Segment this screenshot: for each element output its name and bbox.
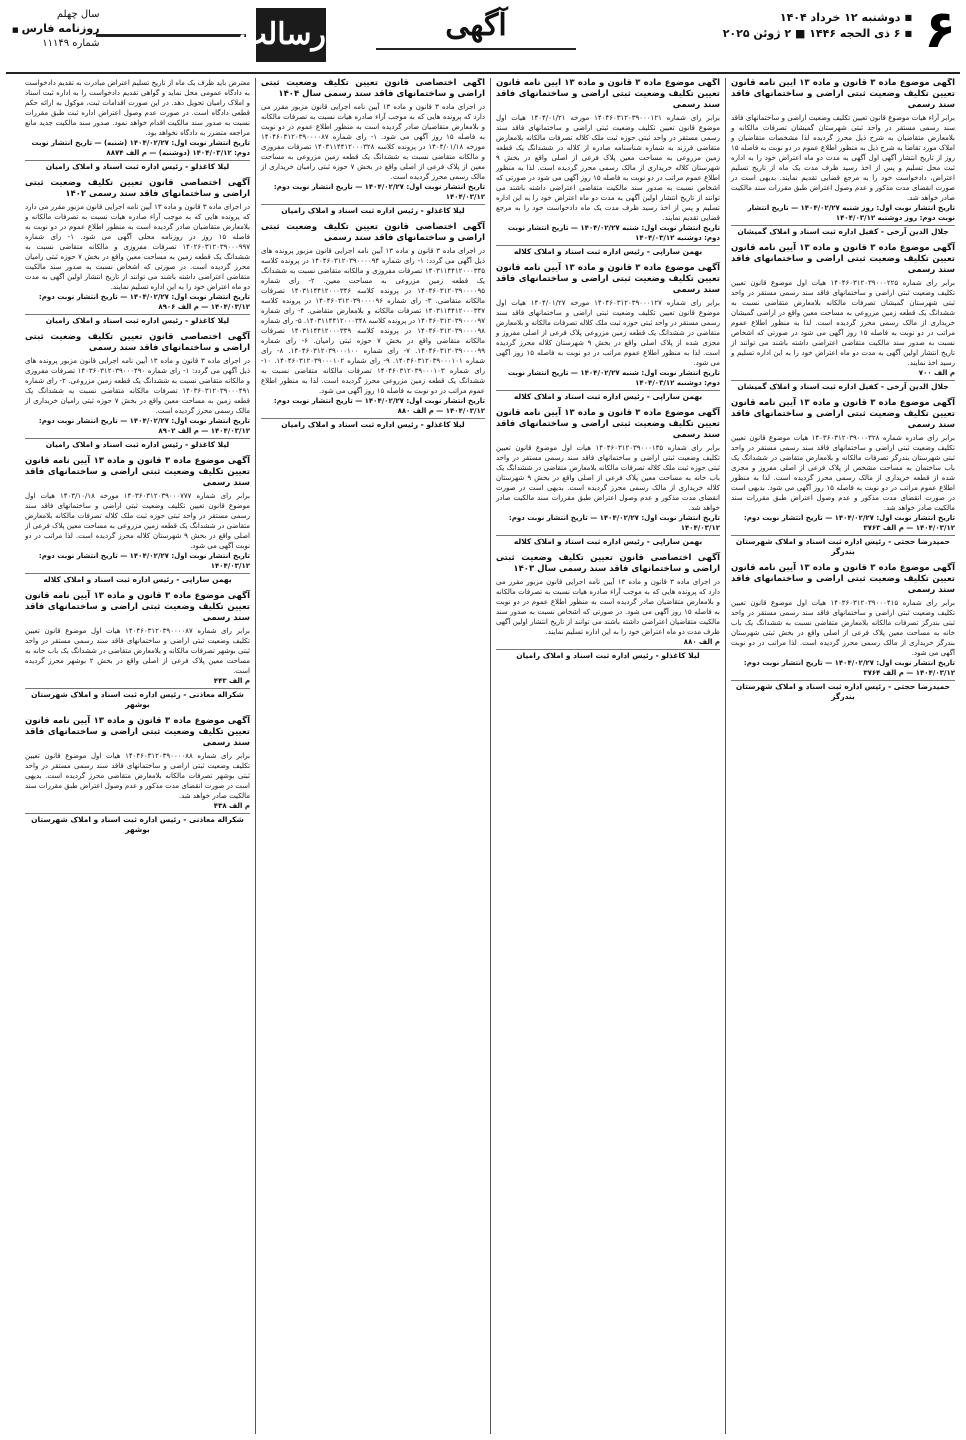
- legal-notice: [496, 408, 720, 547]
- notice-signature: بهمن ساراپی - رئیس اداره ثبت اسناد و املاک کلاله: [496, 390, 720, 402]
- legal-notice: [731, 78, 955, 237]
- notice-signature: لیلا کاغذلو - رئیس اداره ثبت اسناد و املاک رامیان: [25, 160, 250, 172]
- notice-title: آگهی موضوع ماده ۳ قانون و ماده ۱۳ آیین نامه قانون تعیین تکلیف وضعیت ثبتی اراضی و ساختمانهای فاقد سند رسمی: [731, 563, 955, 595]
- notice-title: آگهی اختصاصی قانون تعیین تکلیف وضعیت ثبتی اراضی و ساختمانهای فاقد سند رسمی ۱۴۰۲: [25, 178, 250, 199]
- notice-body: در اجرای ماده ۳ قانون و ماده ۱۳ آیین نامه اجرایی قانون مزبور پرونده های ذیل آگهی می گردد: ۱- رای شماره ۱۴۰۳۶۰۳۱۲۰۳۹۰۰۰۴۹۰ تصرفات مفروزی و مالکانه متقاضی نسبت به ششدانگ یک قطعه زمین مزروعی. ۲- رای شماره ۱۴۰۳۶۰۳۱۲۰۳۹۰۰۰۴۹۱ تصرفات مالکانه متقاضی نسبت به ششدانگ یک قطعه زمین به مساحت معین واقع در بخش ۷ حوزه ثبتی رامیان خریداری از مالک رسمی محرز گردیده است.: [25, 357, 251, 415]
- notice-signature: بهمن ساراپی - رئیس اداره ثبت اسناد و املاک کلاله: [25, 573, 250, 585]
- notice-title: آگهی موضوع ماده ۳ قانون و ماده ۱۳ آیین نامه قانون تعیین تکلیف وضعیت ثبتی اراضی و ساختمانهای فاقد سند رسمی: [731, 78, 955, 110]
- legal-notice: [496, 263, 720, 402]
- notice-title: آگهی موضوع ماده ۳ قانون و ماده ۱۳ آیین نامه قانون تعیین تکلیف وضعیت ثبتی اراضی و ساختمانهای فاقد سند رسمی: [496, 408, 720, 440]
- notice-meta: م الف ۸۸۰: [683, 638, 720, 646]
- page-header: [6, 0, 960, 74]
- notice-title: آگهی موضوع ماده ۳ قانون و ماده ۱۳ آیین نامه قانون تعیین تکلیف وضعیت ثبتی اراضی و ساختمانهای فاقد سند رسمی: [731, 398, 955, 430]
- legal-notice: [25, 716, 250, 835]
- notice-title: آگهی موضوع ماده ۳ قانون و ماده ۱۳ آیین نامه قانون تعیین تکلیف وضعیت ثبتی اراضی و ساختمانهای فاقد سند رسمی: [496, 78, 720, 110]
- notice-body: برابر آراء هیات موضوع قانون تعیین تکلیف وضعیت اراضی و ساختمانهای فاقد سند رسمی مستقر در واحد ثبتی شهرستان گمیشان تصرفات مالکانه و بلامعارض متقاضیان به شرح ذیل محرز گردیده لذا مشخصات متقاضیان و املاک مورد تقاضا به شرح ذیل به منظور اطلاع عموم در دو نوبت به فاصله ۱۵ روز از تاریخ انتشار آگهی اول آگهی به مدت دو ماه اعتراض خود را به اداره ثبت محل تسلیم و پس از اخذ رسید ظرف مدت یک ماه از تاریخ تسلیم اعتراض، دادخواست خود را به مرجع قضایی تقدیم نمایند. بدیهی است در صورت انقضای مدت مذکور و عدم وصول اعتراض طبق مقررات سند مالکیت صادر خواهد شد.: [731, 114, 955, 202]
- issue-label: شماره ۱۱۱۴۹: [42, 38, 100, 49]
- notice-meta: م الف ۷۰۰: [918, 369, 955, 377]
- notice-body: معترض باید ظرف یک ماه از تاریخ تسلیم اعتراض مبادرت به تقدیم دادخواست به دادگاه عمومی محل نماید و گواهی تقدیم دادخواست را به اداره ثبت اسناد و املاک رامیان تحویل دهد. در این صورت اقدامات ثبت، موکول به ارائه حکم قطعی دادگاه است. در صورت عدم وصول اعتراض اداره ثبت طبق مقررات نسبت به صدور سند مالکیت اقدام خواهد نمود. صدور سند مالکیت جدید مانع مراجعه متضرر به دادگاه نخواهد بود.: [25, 79, 250, 137]
- notice-body: برابر رای شماره ۱۴۰۴۶۰۳۱۲۰۳۹۰۰۰۰۸۷ هیات اول موضوع قانون تعیین تکلیف وضعیت ثبتی اراضی و ساختمانهای فاقد سند رسمی مستقر در واحد ثبتی بوشهر تصرفات مالکانه و بلامعارض متقاضی در ششدانگ یک باب خانه به مساحت معین پلاک فرعی از اصلی واقع در بخش ۲ بوشهر محرز گردیده است.: [25, 627, 251, 675]
- notice-meta: تاریخ انتشار نوبت اول: ۱۴۰۴/۰۲/۲۷ — تاریخ انتشار نوبت دوم: ۱۴۰۴/۰۳/۱۲: [38, 552, 250, 570]
- legal-notice: [25, 78, 250, 172]
- notice-title: آگهی موضوع ماده ۳ قانون و ماده ۱۳ آیین نامه قانون تعیین تکلیف وضعیت ثبتی اراضی و ساختمانهای فاقد سند رسمی: [25, 591, 250, 623]
- legal-notice: [25, 332, 250, 450]
- notice-meta: تاریخ انتشار نوبت اول: روز شنبه ۱۴۰۴/۰۲/۲۷ — تاریخ انتشار نوبت دوم: روز دوشنبه ۱۴۰۴/۰۳/۱۲: [747, 204, 955, 222]
- legal-notice: [261, 222, 485, 430]
- ad-columns: [6, 78, 960, 1434]
- notice-meta: تاریخ انتشار نوبت اول: ۱۴۰۴/۰۲/۲۷ — تاریخ انتشار نوبت دوم: ۱۴۰۴/۰۳/۱۲ — م الف ۸۹۰۶: [38, 293, 250, 311]
- notice-body: برابر رای شماره ۱۴۰۴۶۰۳۱۲۰۳۹۰۰۰۱۲۱ مورخه ۱۴۰۴/۰۱/۲۱ هیات اول موضوع قانون تعیین تکلیف وضعیت ثبتی اراضی و ساختمانهای فاقد سند رسمی مستقر در واحد ثبتی حوزه ثبت ملک کلاله تصرفات مالکانه بلامعارض متقاضی فرزند به شماره شناسنامه صادره از کلاله در ششدانگ یک قطعه زمین مزروعی به مساحت معین پلاک فرعی از اصلی واقع در بخش ۹ شهرستان کلاله خریداری از مالک رسمی محرز گردیده است. لذا به منظور اطلاع عموم مراتب در دو نوبت به فاصله ۱۵ روز آگهی می شود در صورتی که اشخاص نسبت به صدور سند مالکیت متقاضی اعتراضی داشته باشند می توانند از تاریخ انتشار اولین آگهی به مدت دو ماه اعتراض خود را به این اداره تسلیم و پس از اخذ رسید ظرف مدت یک ماه دادخواست خود را به مرجع قضایی تقدیم نمایند.: [496, 114, 720, 222]
- section-title: آگهی: [346, 6, 606, 50]
- notice-signature: شکراله معاذنی - رئیس اداره ثبت اسناد و املاک شهرستان بوشهر: [25, 688, 250, 710]
- notice-signature: لیلا کاغذلو - رئیس اداره ثبت اسناد و املاک رامیان: [496, 649, 720, 661]
- notice-title: آگهی اختصاصی قانون تعیین تکلیف وضعیت ثبتی اراضی و ساختمانهای فاقد سند رسمی: [261, 222, 485, 243]
- notice-title: آگهی موضوع ماده ۳ قانون و ماده ۱۳ آیین نامه قانون تعیین تکلیف وضعیت ثبتی اراضی و ساختمانهای فاقد سند رسمی: [25, 716, 250, 748]
- legal-notice: [731, 243, 955, 392]
- notice-signature: لیلا کاغذلو - رئیس اداره ثبت اسناد و املاک رامیان: [261, 204, 485, 216]
- notice-signature: حمیدرضا حجتی - رئیس اداره ثبت اسناد و املاک شهرستان بندرگز: [731, 535, 955, 557]
- notice-signature: لیلا کاغذلو - رئیس اداره ثبت اسناد و املاک رامیان: [25, 314, 250, 326]
- masthead-rule: [96, 34, 246, 37]
- date-line-1: ■ دوشنبه ۱۲ خرداد ۱۴۰۴: [723, 10, 912, 26]
- legal-notice: [25, 456, 250, 585]
- notice-meta: تاریخ انتشار نوبت اول: شنبه ۱۴۰۴/۰۲/۲۷ — تاریخ انتشار نوبت دوم: دوشنبه ۱۴۰۴/۰۳/۱۲: [507, 369, 720, 387]
- notice-meta: م الف ۴۴۳: [213, 677, 250, 685]
- notice-body: در اجرای ماده ۳ قانون و ماده ۱۳ آیین نامه اجرایی قانون مزبور مقرر می دارد که پرونده هایی که به موجب آراء صادره هیات نسبت به تصرفات مالکانه و بلامعارض متقاضیان صادر گردیده است به منظور اطلاع عموم در دو نوبت به فاصله ۱۵ روز در روزنامه محلی آگهی می شود. ۱- رای شماره ۱۴۰۲۶۰۳۱۲۰۳۹۰۰۰۹۹۷ تصرفات مفروزی و مالکانه متقاضی نسبت به ششدانگ یک قطعه زمین به مساحت معین واقع در بخش ۷ حوزه ثبتی رامیان محرز گردیده است. در صورتی که اشخاص نسبت به صدور سند مالکیت متقاضی اعتراضی داشته باشند می توانند از تاریخ انتشار اولین آگهی به مدت دو ماه اعتراض خود را به این اداره تسلیم نمایند.: [25, 203, 251, 291]
- notice-body: برابر رای شماره ۱۴۰۴۶۰۳۱۲۰۳۹۰۰۰۱۲۷ مورخه ۱۴۰۴/۰۱/۲۷ هیات اول موضوع قانون تعیین تکلیف وضعیت ثبتی اراضی و ساختمانهای فاقد سند رسمی مستقر در واحد ثبتی حوزه ثبت ملک کلاله تصرفات مالکانه و بلامعارض متقاضی در ششدانگ یک قطعه زمین مزروعی پلاک فرعی از اصلی مفروز و مجزی شده از پلاک اصلی واقع در بخش ۹ شهرستان کلاله محرز گردیده است. لذا به منظور اطلاع عموم مراتب در دو نوبت به فاصله ۱۵ روز آگهی می شود.: [496, 299, 720, 367]
- date-block: [723, 10, 912, 42]
- notice-meta: تاریخ انتشار نوبت اول: شنبه ۱۴۰۴/۰۲/۲۷ — تاریخ انتشار نوبت دوم: دوشنبه ۱۴۰۴/۰۳/۱۲: [507, 224, 720, 242]
- notice-meta: تاریخ انتشار نوبت اول: ۱۴۰۴/۰۲/۲۷ (شنبه) — تاریخ انتشار نوبت دوم: ۱۴۰۴/۰۳/۱۲ (دوشنبه) — م الف ۸۸۷۴: [31, 139, 250, 157]
- notice-title: آگهی اختصاصی قانون تعیین تکلیف وضعیت ثبتی اراضی و ساختمانهای فاقد سند رسمی: [25, 332, 250, 353]
- notice-title: آگهی اختصاصی قانون تعیین تکلیف وضعیت ثبتی اراضی و ساختمانهای فاقد سند رسمی سال ۱۴۰۳: [496, 553, 720, 574]
- notice-signature: شکراله معاذنی - رئیس اداره ثبت اسناد و املاک شهرستان بوشهر: [25, 813, 250, 835]
- legal-notice: [25, 591, 250, 710]
- notice-body: در اجرای ماده ۳ قانون و ماده ۱۳ آیین نامه اجرایی قانون مزبور مقرر می دارد که پرونده هایی که به موجب آراء صادره هیات نسبت به تصرفات مالکانه و بلامعارض متقاضیان صادر گردیده است به منظور اطلاع عموم در دو نوبت به فاصله ۱۵ روز آگهی می شود. در صورتی که اشخاص نسبت به صدور سند مالکیت متقاضیان اعتراضی داشته باشند می توانند از تاریخ انتشار اولین آگهی ظرف مدت دو ماه اعتراض خود را به این اداره تسلیم نمایند.: [496, 578, 720, 636]
- notice-body: در اجرای ماده ۳ قانون و ماده ۱۳ آیین نامه اجرایی قانون مزبور پرونده های ذیل آگهی می گردد: ۱- رای شماره ۱۴۰۴۶۰۳۱۲۰۳۹۰۰۰۰۹۴ در پرونده کلاسه ۱۴۰۳۱۱۴۴۱۲۰۰۰۳۴۵ تصرفات مفروزی و مالکانه متقاضی نسبت به ششدانگ یک قطعه زمین مزروعی به مساحت معین. ۲- رای شماره ۱۴۰۴۶۰۳۱۲۰۳۹۰۰۰۰۹۵ در پرونده کلاسه ۱۴۰۳۱۱۴۴۱۲۰۰۰۳۴۶ تصرفات مالکانه متقاضی. ۳- رای شماره ۱۴۰۴۶۰۳۱۲۰۳۹۰۰۰۰۹۶ در پرونده کلاسه ۱۴۰۳۱۱۴۴۱۲۰۰۰۳۴۷ تصرفات مالکانه و بلامعارض متقاضی. ۴- رای شماره ۱۴۰۴۶۰۳۱۲۰۳۹۰۰۰۰۹۷ در پرونده کلاسه ۱۴۰۳۱۱۴۴۱۲۰۰۰۳۴۸. ۵- رای شماره ۱۴۰۴۶۰۳۱۲۰۳۹۰۰۰۰۹۸ در پرونده کلاسه ۱۴۰۳۱۱۴۴۱۲۰۰۰۳۴۹ تصرفات مالکانه متقاضی واقع در بخش ۷ حوزه ثبتی رامیان. ۶- رای شماره ۱۴۰۴۶۰۳۱۲۰۳۹۰۰۰۰۹۹. ۷- رای شماره ۱۴۰۴۶۰۳۱۲۰۳۹۰۰۰۱۰۰. ۸- رای شماره ۱۴۰۴۶۰۳۱۲۰۳۹۰۰۰۱۰۱. ۹- رای شماره ۱۴۰۴۶۰۳۱۲۰۳۹۰۰۰۱۰۲. ۱۰- رای شماره ۱۴۰۴۶۰۳۱۲۰۳۹۰۰۰۱۰۳ تصرفات مالکانه متقاضی نسبت به ششدانگ یک قطعه زمین مزروعی محرز گردیده است. لذا به منظور اطلاع عموم مراتب در دو نوبت به فاصله ۱۵ روز آگهی می شود.: [261, 247, 486, 395]
- notice-title: آگهی موضوع ماده ۳ قانون و ماده ۱۳ آیین نامه قانون تعیین تکلیف وضعیت ثبتی اراضی و ساختمانهای فاقد سند رسمی: [731, 243, 955, 275]
- notice-signature: حمیدرضا حجتی - رئیس اداره ثبت اسناد و املاک شهرستان بندرگز: [731, 680, 955, 702]
- year-label: سال چهلم: [56, 9, 100, 20]
- notice-meta: تاریخ انتشار نوبت اول: ۱۴۰۴/۰۲/۲۷ — تاریخ انتشار نوبت دوم: ۱۴۰۴/۰۳/۱۲ — م الف ۳۷۶۳: [743, 514, 955, 532]
- page-number: ۶: [924, 0, 956, 60]
- notice-body: برابر رای صادره شماره ۱۴۰۳۶۰۳۱۲۰۳۹۰۰۰۳۲۸ هیات موضوع قانون تعیین تکلیف وضعیت ثبتی اراضی و ساختمانهای فاقد سند رسمی مستقر در واحد ثبتی شهرستان بندرگز تصرفات مالکانه و بلامعارض متقاضی در ششدانگ یک باب ساختمان به مساحت مشخص از پلاک فرعی از اصلی مفروز و مجزی شده از قطعه خریداری از مالک رسمی محرز گردیده است. لذا به منظور اطلاع عموم مراتب در دو نوبت به فاصله ۱۵ روز آگهی می شود. بدیهی است در صورت انقضای مدت مذکور و عدم وصول اعتراض طبق مقررات سند مالکیت صادر خواهد شد.: [731, 434, 956, 512]
- legal-notice: [496, 78, 720, 257]
- notice-meta: م الف ۴۳۸: [213, 802, 250, 810]
- legal-notice: [731, 398, 955, 557]
- notice-title: آگهی موضوع ماده ۳ قانون و ماده ۱۳ آیین نامه قانون تعیین تکلیف وضعیت ثبتی اراضی و ساختمانهای فاقد سند رسمی: [496, 263, 720, 295]
- notice-body: در اجرای ماده ۳ قانون و ماده ۱۳ آیین نامه اجرایی قانون مزبور مقرر می دارد که پرونده هایی که به موجب آراء صادره هیات نسبت به تصرفات مالکانه و بلامعارض متقاضیان صادر گردیده است به منظور اطلاع عموم در دو نوبت به فاصله ۱۵ روز آگهی می شود. ۱- رای شماره ۱۴۰۴۶۰۳۱۲۰۳۹۰۰۰۰۸۷ مورخه ۱۴۰۴/۰۱/۱۸ در پرونده کلاسه ۱۴۰۳۱۱۴۴۱۲۰۰۰۳۲۸ تصرفات مفروزی و مالکانه متقاضی نسبت به ششدانگ یک قطعه زمین مزروعی به مساحت معین از پلاک فرعی از اصلی واقع در بخش ۷ حوزه ثبتی رامیان خریداری از مالک رسمی محرز گردیده است.: [261, 103, 485, 181]
- notice-signature: بهمن ساراپی - رئیس اداره ثبت اسناد و املاک کلاله: [496, 245, 720, 257]
- ad-column: [490, 78, 725, 1434]
- notice-body: برابر رای شماره ۱۴۰۴۶۰۳۱۲۰۳۹۰۰۰۰۸۸ هیات اول موضوع قانون تعیین تکلیف وضعیت ثبتی اراضی و ساختمانهای فاقد سند رسمی مستقر در واحد ثبتی بوشهر تصرفات مالکانه بلامعارض متقاضی محرز گردیده است. بدیهی است در صورت انقضای مدت مذکور و عدم وصول اعتراض طبق مقررات سند مالکیت صادر خواهد شد.: [25, 752, 251, 800]
- notice-body: برابر رای شماره ۱۴۰۴۶۰۳۱۲۰۳۹۰۰۰۲۲۵ هیات اول موضوع قانون تعیین تکلیف وضعیت ثبتی اراضی و ساختمانهای فاقد سند رسمی مستقر در واحد ثبتی شهرستان گمیشان تصرفات مالکانه بلامعارض متقاضی نسبت به ششدانگ یک قطعه زمین مزروعی به مساحت معین واقع در اراضی گمیشان خریداری از مالک رسمی محرز گردیده است. لذا به منظور اطلاع عموم مراتب در دو نوبت به فاصله ۱۵ روز آگهی می شود در صورتی که اشخاص نسبت به صدور سند مالکیت متقاضی اعتراضی داشته باشند می توانند از تاریخ انتشار اولین آگهی به مدت دو ماه اعتراض خود را به این اداره تسلیم و رسید اخذ نمایند.: [731, 279, 956, 367]
- paper-info: [12, 8, 100, 51]
- notice-signature: لیلا کاغذلو - رئیس اداره ثبت اسناد و املاک رامیان: [261, 418, 485, 430]
- masthead-logo: رسالت: [256, 8, 326, 62]
- notice-signature: لیلا کاغذلو - رئیس اداره ثبت اسناد و املاک رامیان: [25, 438, 250, 450]
- notice-body: برابر رای شماره ۱۴۰۳۶۰۳۱۲۰۳۹۰۰۰۷۷۷ مورخه ۱۴۰۳/۱۰/۱۸ هیات اول موضوع قانون تعیین تکلیف وضعیت ثبتی اراضی و ساختمانهای فاقد سند رسمی مستقر در واحد ثبتی حوزه ثبت ملک کلاله تصرفات مالکانه بلامعارض متقاضی در ششدانگ یک قطعه زمین مزروعی به مساحت معین پلاک فرعی از اصلی واقع در بخش ۹ شهرستان کلاله محرز گردیده است. لذا مراتب در دو نوبت آگهی می شود.: [25, 492, 251, 550]
- notice-meta: تاریخ انتشار نوبت اول: ۱۴۰۴/۰۲/۲۷ — تاریخ انتشار نوبت دوم: ۱۴۰۴/۰۳/۱۲ — م الف ۸۸۰: [273, 397, 485, 415]
- notice-body: برابر رای شماره ۱۴۰۴۶۰۳۱۲۰۳۹۰۰۰۱۳۵ هیات اول موضوع قانون تعیین تکلیف وضعیت ثبتی اراضی و ساختمانهای فاقد سند رسمی مستقر در واحد ثبتی حوزه ثبت ملک کلاله تصرفات مالکانه بلامعارض متقاضی در ششدانگ یک باب خانه به مساحت معین پلاک فرعی از اصلی واقع در بخش ۹ شهرستان کلاله خریداری از مالک رسمی محرز گردیده است. بدیهی است در صورت انقضای مدت مذکور و عدم وصول اعتراض طبق مقررات سند مالکیت صادر خواهد شد.: [496, 444, 721, 512]
- ad-column: [725, 78, 960, 1434]
- notice-title: آگهی موضوع ماده ۳ قانون و ماده ۱۳ آیین نامه قانون تعیین تکلیف وضعیت ثبتی اراضی و ساختمانهای فاقد سند رسمی: [25, 456, 250, 488]
- notice-title: آگهی اختصاصی قانون تعیین تکلیف وضعیت ثبتی اراضی و ساختمانهای فاقد سند رسمی سال ۱۴۰۴: [261, 78, 485, 99]
- notice-signature: جلال الدین آرخی - کفیل اداره ثبت اسناد و املاک گمیشان: [731, 380, 955, 392]
- date-line-2: ■ ۶ ذی الحجه ۱۴۴۶ ■ ۲ ژوئن ۲۰۲۵: [723, 26, 912, 42]
- ad-column: [255, 78, 490, 1434]
- notice-meta: تاریخ انتشار نوبت اول: ۱۴۰۴/۰۲/۲۷ — تاریخ انتشار نوبت دوم: ۱۴۰۴/۰۳/۱۲ — م الف ۸۹۰۲: [38, 417, 250, 435]
- notice-body: برابر رای شماره ۱۴۰۳۶۰۳۱۲۰۳۹۰۰۰۴۱۵ هیات اول موضوع قانون تعیین تکلیف وضعیت ثبتی اراضی و ساختمانهای فاقد سند رسمی مستقر در واحد ثبتی بندرگز تصرفات مالکانه بلامعارض متقاضی نسبت به ششدانگ یک باب خانه به مساحت معین پلاک فرعی از اصلی واقع در بخش ثبتی شهرستان بندرگز خریداری از مالک رسمی محرز گردیده است. لذا مراتب در دو نوبت آگهی می شود.: [731, 599, 956, 657]
- ad-column: [20, 78, 255, 1434]
- paper-brand: روزنامه فارس ■: [12, 22, 100, 37]
- legal-notice: [731, 563, 955, 702]
- notice-signature: بهمن ساراپی - رئیس اداره ثبت اسناد و املاک کلاله: [496, 535, 720, 547]
- legal-notice: [496, 553, 720, 661]
- legal-notice: [261, 78, 485, 216]
- legal-notice: [25, 178, 250, 326]
- notice-meta: تاریخ انتشار نوبت اول: ۱۴۰۴/۰۲/۲۷ — تاریخ انتشار نوبت دوم: ۱۴۰۴/۰۳/۱۲: [508, 514, 720, 532]
- notice-meta: تاریخ انتشار نوبت اول: ۱۴۰۴/۰۲/۲۷ — تاریخ انتشار نوبت دوم: ۱۴۰۴/۰۳/۱۲: [273, 183, 485, 201]
- notice-meta: تاریخ انتشار نوبت اول: ۱۴۰۴/۰۲/۲۷ — تاریخ انتشار نوبت دوم: ۱۴۰۴/۰۳/۱۲ — م الف ۳۷۶۴: [743, 659, 955, 677]
- notice-signature: جلال الدین آرخی - کفیل اداره ثبت اسناد و املاک گمیشان: [731, 225, 955, 237]
